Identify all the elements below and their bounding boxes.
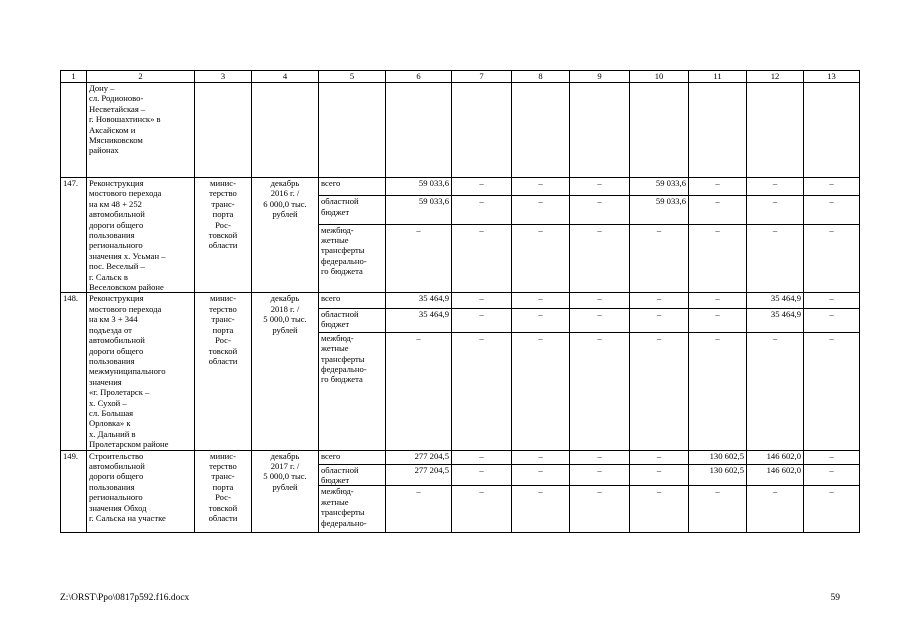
amount-cell: –: [386, 486, 452, 533]
table-row: [61, 450, 860, 464]
term-cost: декабрь 2018 г. / 5 000,0 тыс. рублей: [252, 293, 319, 450]
amount-cell: –: [452, 464, 512, 486]
header-cell: 1: [61, 71, 87, 83]
amount-cell: –: [452, 196, 512, 224]
amount-cell: –: [570, 293, 630, 308]
amount-cell: –: [804, 486, 860, 533]
amount-cell: –: [570, 196, 630, 224]
header-cell: 7: [452, 71, 512, 83]
funding-source: межбюд- жетные трансферты федерально-: [319, 486, 386, 533]
header-cell: 3: [195, 71, 252, 83]
amount-cell: –: [452, 308, 512, 332]
amount-cell: –: [570, 450, 630, 464]
header-cell: 13: [804, 71, 860, 83]
table-row: [61, 293, 860, 308]
header-cell: 9: [570, 71, 630, 83]
amount-cell: 35 464,9: [747, 293, 804, 308]
amount-cell: –: [630, 224, 689, 293]
row-number: 148.: [61, 293, 87, 450]
amount-cell: –: [804, 332, 860, 450]
amount-cell: –: [747, 332, 804, 450]
amount-cell: –: [747, 196, 804, 224]
amount-cell: –: [804, 196, 860, 224]
amount-cell: 35 464,9: [747, 308, 804, 332]
amount-cell: 130 602,5: [689, 450, 747, 464]
funding-source: всего: [319, 178, 386, 196]
table-row: [61, 178, 860, 196]
amount-cell: –: [452, 293, 512, 308]
amount-cell: –: [804, 178, 860, 196]
amount-cell: –: [512, 450, 570, 464]
amount-cell: –: [689, 196, 747, 224]
amount-cell: 146 602,0: [747, 450, 804, 464]
header-cell: 8: [512, 71, 570, 83]
column-number-header: [61, 71, 860, 83]
amount-cell: –: [630, 486, 689, 533]
program-table: [60, 70, 860, 533]
header-cell: 11: [689, 71, 747, 83]
funding-source: всего: [319, 293, 386, 308]
amount-cell: –: [689, 308, 747, 332]
amount-cell: –: [630, 332, 689, 450]
amount-cell: –: [747, 224, 804, 293]
amount-cell: 35 464,9: [386, 308, 452, 332]
amount-cell: –: [804, 464, 860, 486]
amount-cell: –: [386, 332, 452, 450]
amount-cell: –: [630, 450, 689, 464]
amount-cell: –: [630, 308, 689, 332]
executor: минис- терство транс- порта Рос- товской области: [195, 450, 252, 533]
term-cost: декабрь 2017 г. / 5 000,0 тыс. рублей: [252, 450, 319, 533]
project-name: Реконструкция мостового перехода на км 48 + 252 автомобильной дороги общего пользования регионального значения х. Усьман – пос. Веселый – г. Сальск в Веселовском районе: [87, 178, 195, 293]
amount-cell: –: [804, 293, 860, 308]
amount-cell: –: [804, 450, 860, 464]
amount-cell: 146 602,0: [747, 464, 804, 486]
amount-cell: –: [452, 224, 512, 293]
amount-cell: –: [630, 293, 689, 308]
amount-cell: 35 464,9: [386, 293, 452, 308]
amount-cell: 59 033,6: [630, 178, 689, 196]
amount-cell: –: [570, 308, 630, 332]
project-name: Строительство автомобильной дороги общего пользования регионального значения Обход г. Сальска на участке: [87, 450, 195, 533]
amount-cell: –: [689, 293, 747, 308]
amount-cell: –: [512, 178, 570, 196]
file-path: Z:\ORST\Ppo\0817p592.f16.docx: [60, 593, 190, 603]
funding-source: областной бюджет: [319, 196, 386, 224]
funding-source: всего: [319, 450, 386, 464]
page-number: 59: [830, 593, 840, 603]
project-name: Реконструкция мостового перехода на км 3 + 344 подъезда от автомобильной дороги общего пользования межмуниципального значения «г. Пролетарск – х. Сухой – сл. Большая Орловка» к х. Дальний в Пролетарском районе: [87, 293, 195, 450]
amount-cell: –: [804, 308, 860, 332]
amount-cell: –: [452, 486, 512, 533]
amount-cell: –: [386, 224, 452, 293]
amount-cell: –: [512, 293, 570, 308]
funding-source: межбюд- жетные трансферты федерально- го бюджета: [319, 332, 386, 450]
header-cell: 12: [747, 71, 804, 83]
amount-cell: 277 204,5: [386, 464, 452, 486]
header-cell: 10: [630, 71, 689, 83]
header-cell: 2: [87, 71, 195, 83]
amount-cell: 59 033,6: [386, 178, 452, 196]
amount-cell: –: [570, 224, 630, 293]
executor: минис- терство транс- порта Рос- товской области: [195, 178, 252, 293]
amount-cell: –: [512, 332, 570, 450]
funding-source: областной бюджет: [319, 308, 386, 332]
amount-cell: –: [689, 332, 747, 450]
amount-cell: –: [452, 332, 512, 450]
row-number: 149.: [61, 450, 87, 533]
amount-cell: 59 033,6: [630, 196, 689, 224]
amount-cell: –: [689, 178, 747, 196]
amount-cell: –: [512, 464, 570, 486]
amount-cell: –: [452, 450, 512, 464]
amount-cell: –: [512, 308, 570, 332]
continuation-text: Дону – сл. Родионово- Несветайская – г. Новошахтинск» в Аксайском и Мясниковском районах: [87, 83, 195, 178]
amount-cell: –: [570, 464, 630, 486]
amount-cell: –: [804, 224, 860, 293]
amount-cell: –: [512, 486, 570, 533]
amount-cell: 59 033,6: [386, 196, 452, 224]
term-cost: декабрь 2016 г. / 6 000,0 тыс. рублей: [252, 178, 319, 293]
funding-source: областной бюджет: [319, 464, 386, 486]
header-cell: 6: [386, 71, 452, 83]
amount-cell: –: [747, 486, 804, 533]
amount-cell: –: [570, 486, 630, 533]
row-number: 147.: [61, 178, 87, 293]
amount-cell: –: [630, 464, 689, 486]
funding-source: межбюд- жетные трансферты федерально- го бюджета: [319, 224, 386, 293]
amount-cell: –: [570, 178, 630, 196]
executor: минис- терство транс- порта Рос- товской области: [195, 293, 252, 450]
amount-cell: 130 602,5: [689, 464, 747, 486]
amount-cell: –: [570, 332, 630, 450]
amount-cell: –: [512, 224, 570, 293]
continuation-row: [61, 83, 860, 178]
amount-cell: –: [512, 196, 570, 224]
amount-cell: –: [689, 224, 747, 293]
amount-cell: –: [689, 486, 747, 533]
header-cell: 4: [252, 71, 319, 83]
amount-cell: –: [747, 178, 804, 196]
header-cell: 5: [319, 71, 386, 83]
amount-cell: –: [452, 178, 512, 196]
amount-cell: 277 204,5: [386, 450, 452, 464]
